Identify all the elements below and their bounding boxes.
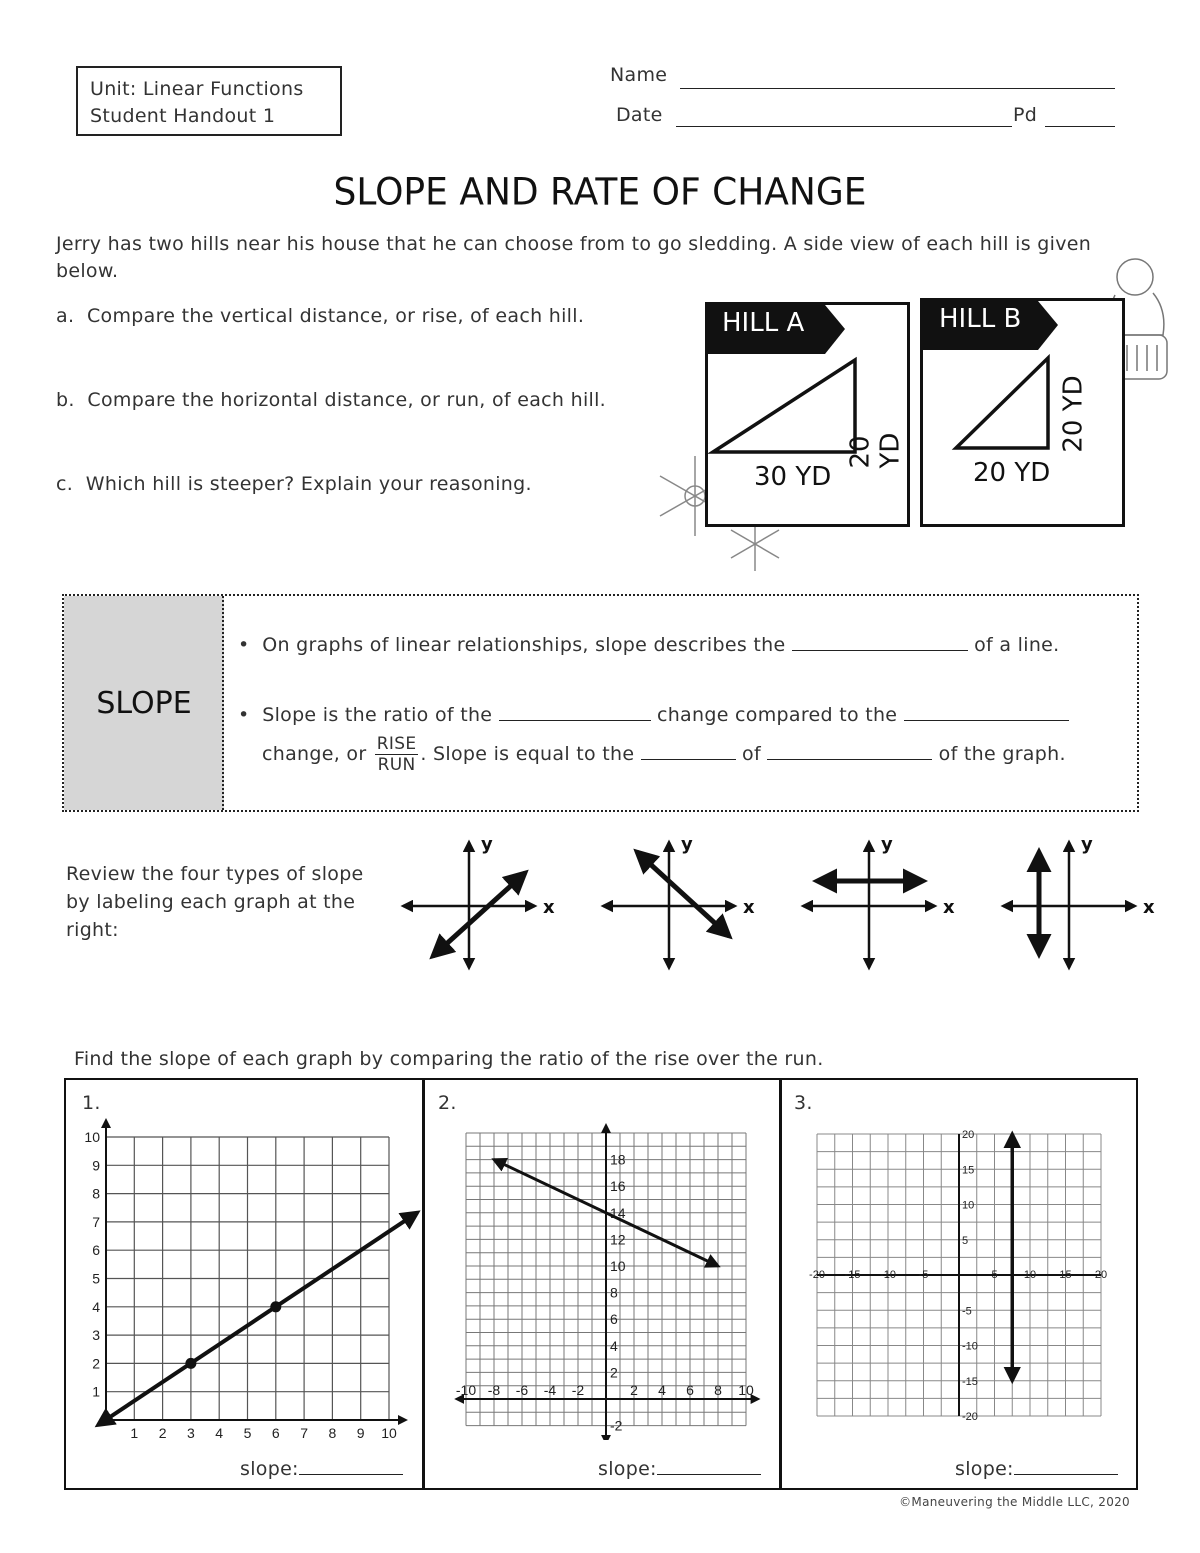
question-text: Which hill is steeper? Explain your reasoning. [85,473,532,495]
hill-b-card [920,298,1125,527]
x-tick-label: -10 [455,1382,477,1398]
y-axis-label: y [481,834,493,855]
x-tick-label: 20 [1094,1269,1108,1281]
hill-a-card [705,302,910,527]
x-tick-label: 8 [714,1382,722,1398]
y-tick-label: 20 [962,1129,975,1141]
y-tick-label: 4 [92,1298,100,1315]
y-tick-label: -2 [610,1417,623,1434]
x-tick-label: 3 [187,1425,195,1440]
blank-field[interactable] [499,702,651,721]
x-tick-label: 2 [158,1425,167,1440]
name-field[interactable] [680,88,1115,89]
problem-1-slope-answer [240,1456,403,1480]
y-tick-label: 10 [610,1258,626,1274]
x-tick-label: -10 [880,1269,896,1281]
y-tick-label: 3 [92,1327,100,1344]
y-tick-label: 5 [962,1234,969,1247]
hill-a-title: HILL A [722,308,805,338]
y-axis-label: y [1081,834,1093,855]
x-tick-label: -4 [543,1382,557,1398]
hill-a-run-label: 30 YD [754,462,832,492]
graph-line [98,1213,417,1425]
x-tick-label: 10 [738,1382,754,1398]
page-title: SLOPE AND RATE OF CHANGE [333,170,867,215]
bullet-dot: • [238,704,250,726]
bullet2-text-c: change, or [262,743,367,765]
question-c [56,471,532,498]
question-text: Compare the horizontal distance, or run, of each hill. [87,389,607,411]
slope-answer-field[interactable] [1014,1456,1118,1475]
problem-3-graph [781,1080,1136,1440]
name-label: Name [610,64,668,86]
x-tick-label: -2 [571,1382,585,1398]
x-tick-label: -6 [515,1382,529,1398]
bullet2-text-b: change compared to the [656,704,898,726]
x-tick-label: 15 [1059,1269,1072,1281]
x-tick-label: 10 [381,1425,397,1440]
rise-over-run-fraction [375,734,419,775]
date-label: Date [616,104,663,126]
x-tick-label: 1 [130,1425,139,1440]
y-tick-label: 2 [92,1355,100,1372]
hill-b-title: HILL B [939,304,1022,334]
x-tick-label: 10 [1023,1269,1037,1281]
y-tick-label: 1 [92,1383,100,1400]
slope-definition-box [62,594,1139,812]
problem-1-number: 1. [82,1092,101,1114]
bullet1-text-a: On graphs of linear relationships, slope describes the [262,634,786,656]
slope-answer-field[interactable] [299,1456,403,1475]
x-tick-label: 5 [991,1269,998,1281]
y-tick-label: 14 [610,1204,626,1221]
period-label: Pd [1013,104,1038,126]
graphs-instruction: Find the slope of each graph by comparing the ratio of the rise over the run. [74,1048,824,1070]
y-tick-label: -15 [962,1375,978,1388]
x-axis-label: x [743,897,755,918]
y-tick-label: 10 [962,1199,975,1212]
slope-heading-panel [64,596,224,810]
problem-2-slope-answer [598,1456,761,1480]
question-letter: a. [56,305,75,327]
slope-graphs-panel [64,1078,1138,1490]
problem-2-number: 2. [438,1092,457,1114]
x-axis-label: x [943,897,955,918]
y-tick-label: 4 [610,1337,618,1354]
y-axis-label: y [881,834,893,855]
y-tick-label: 6 [92,1242,100,1259]
question-letter: b. [56,389,75,411]
question-letter: c. [56,473,74,495]
hill-b-rise-label: 20 YD [1058,375,1089,453]
slope-bullet-1 [238,632,1060,658]
copyright-notice: ©Maneuvering the Middle LLC, 2020 [899,1495,1130,1509]
y-tick-label: 2 [610,1364,618,1381]
x-tick-label: 2 [630,1382,638,1398]
x-tick-label: 4 [658,1382,666,1398]
y-tick-label: 12 [610,1231,626,1248]
x-tick-label: 8 [328,1425,337,1440]
y-tick-label: 8 [92,1185,100,1202]
slope-label: slope: [955,1458,1014,1480]
bullet2-text-a: Slope is the ratio of the [262,704,493,726]
handout-number: Student Handout 1 [90,105,276,127]
bullet1-text-b: of a line. [974,634,1060,656]
unit-info-box [76,66,342,136]
slope-answer-field[interactable] [657,1456,761,1475]
zero-slope-graph[interactable] [803,834,955,968]
y-tick-label: 16 [610,1178,626,1195]
x-axis-label: x [543,897,555,918]
fraction-denominator: RUN [377,755,416,775]
slope-bullet-2 [238,702,1069,728]
bullet2-text-d: . Slope is equal to the [420,743,635,765]
data-point [270,1301,281,1312]
problem-3-slope-answer [955,1456,1118,1480]
x-tick-label: 6 [686,1382,694,1398]
intro-text: Jerry has two hills near his house that he can choose from to go sledding. A side view of each hill is given below. [56,233,1092,282]
question-b [56,387,606,414]
unit-title: Unit: Linear Functions [90,78,304,100]
y-tick-label: 18 [610,1151,626,1168]
blank-field[interactable] [641,741,736,760]
y-tick-label: -20 [962,1411,978,1423]
x-tick-label: 7 [300,1425,308,1440]
y-tick-label: 10 [84,1129,100,1145]
undefined-slope-graph[interactable] [1003,834,1155,968]
problem-1-graph [66,1080,422,1440]
y-axis-label: y [681,834,693,855]
x-tick-label: -5 [918,1269,929,1281]
positive-slope-graph[interactable] [403,834,555,968]
x-tick-label: 5 [243,1425,252,1440]
x-tick-label: -8 [487,1382,501,1398]
four-slope-types [395,828,1175,978]
x-axis-label: x [1143,897,1155,918]
y-tick-label: -10 [962,1340,978,1353]
y-tick-label: 5 [92,1270,100,1287]
period-field[interactable] [1045,126,1115,127]
bullet2-text-f: of the graph. [938,743,1066,765]
x-tick-label: 6 [271,1425,280,1440]
review-instructions: Review the four types of slope by labeling each graph at the right: [66,863,364,941]
problem-2-graph [424,1080,779,1440]
problem-3-number: 3. [794,1092,813,1114]
y-tick-label: -5 [962,1305,972,1318]
x-tick-label: 4 [215,1425,224,1440]
slope-label: slope: [598,1458,657,1480]
y-tick-label: 8 [610,1284,618,1301]
hill-a-rise-label: 20 YD [845,432,906,469]
y-tick-label: 15 [962,1164,975,1177]
y-tick-label: 6 [610,1311,618,1328]
negative-slope-graph[interactable] [603,834,755,968]
data-point [185,1358,196,1369]
bullet2-text-e: of [742,743,761,765]
slope-label: slope: [240,1458,299,1480]
y-tick-label: 9 [92,1157,100,1174]
slope-bullet-2-cont [262,734,1066,775]
blank-field[interactable] [767,741,932,760]
bullet-dot: • [238,634,250,656]
x-tick-label: -20 [809,1269,825,1281]
slope-heading: SLOPE [96,686,192,721]
x-tick-label: -15 [844,1269,861,1281]
fraction-numerator: RISE [376,734,417,754]
question-text: Compare the vertical distance, or rise, of each hill. [86,305,585,327]
blank-field[interactable] [792,632,968,651]
date-field[interactable] [676,126,1012,127]
blank-field[interactable] [904,702,1069,721]
y-tick-label: 7 [92,1213,100,1230]
x-tick-label: 9 [356,1425,365,1440]
hill-b-run-label: 20 YD [973,458,1051,488]
question-a [56,303,584,330]
